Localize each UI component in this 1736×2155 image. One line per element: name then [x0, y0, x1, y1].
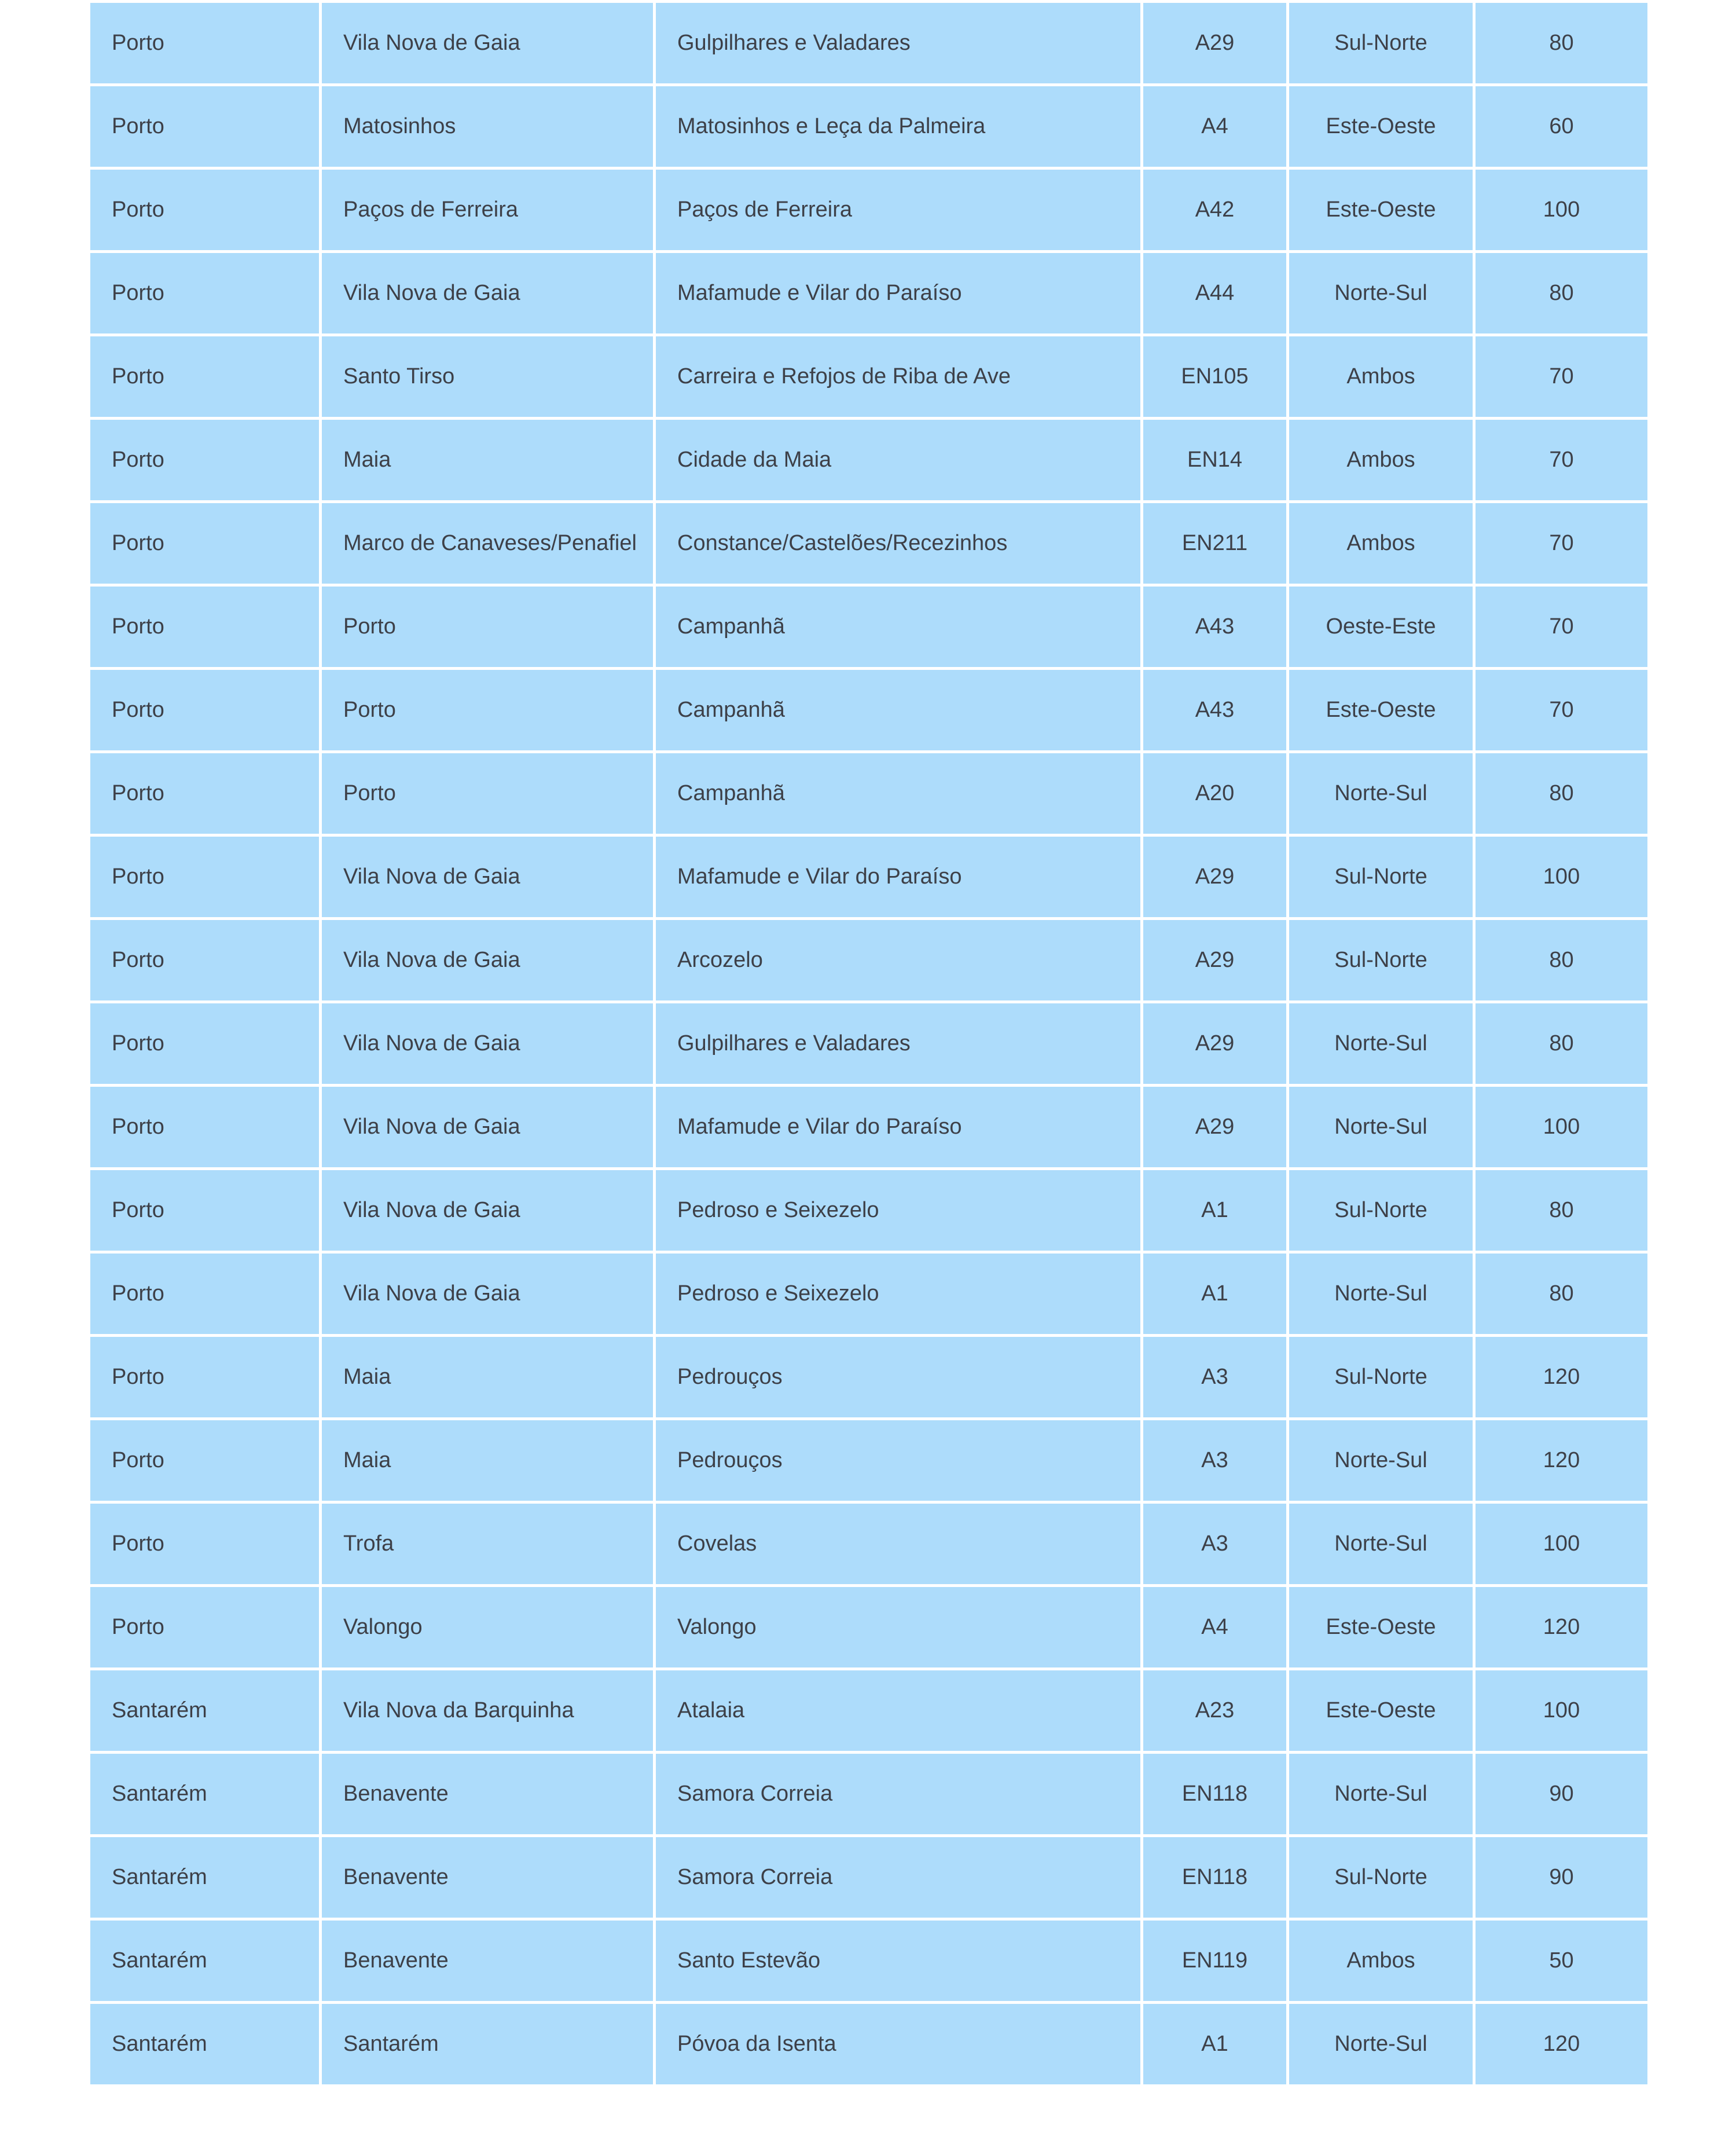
municipality-cell: Valongo: [321, 1586, 655, 1669]
speed-limit-cell: 80: [1474, 919, 1649, 1002]
table-row: [89, 252, 1649, 335]
table-row: [89, 1586, 1649, 1669]
direction-cell: Este-Oeste: [1288, 1586, 1474, 1669]
district-cell: Santarém: [89, 2003, 321, 2086]
district-cell: Porto: [89, 85, 321, 168]
district-cell: Porto: [89, 1336, 321, 1419]
municipality-cell: Vila Nova da Barquinha: [321, 1669, 655, 1753]
parish-cell: Campanhã: [655, 752, 1142, 835]
road-cell: A23: [1142, 1669, 1288, 1753]
road-cell: A29: [1142, 2, 1288, 85]
parish-cell: Santo Estevão: [655, 1919, 1142, 2003]
road-cell: A42: [1142, 168, 1288, 252]
road-cell: A44: [1142, 252, 1288, 335]
table-row: [89, 1169, 1649, 1252]
direction-cell: Sul-Norte: [1288, 1836, 1474, 1919]
municipality-cell: Vila Nova de Gaia: [321, 252, 655, 335]
road-cell: A29: [1142, 1002, 1288, 1086]
municipality-cell: Maia: [321, 1336, 655, 1419]
road-cell: EN14: [1142, 419, 1288, 502]
road-cell: A29: [1142, 1086, 1288, 1169]
speed-limit-cell: 100: [1474, 1669, 1649, 1753]
parish-cell: Samora Correia: [655, 1836, 1142, 1919]
municipality-cell: Matosinhos: [321, 85, 655, 168]
municipality-cell: Paços de Ferreira: [321, 168, 655, 252]
parish-cell: Valongo: [655, 1586, 1142, 1669]
table-row: [89, 1086, 1649, 1169]
road-cell: EN118: [1142, 1753, 1288, 1836]
speed-limit-cell: 70: [1474, 419, 1649, 502]
district-cell: Porto: [89, 1502, 321, 1586]
speed-limit-cell: 80: [1474, 1002, 1649, 1086]
municipality-cell: Santarém: [321, 2003, 655, 2086]
radar-locations-table: [87, 0, 1650, 2087]
table-row: [89, 1252, 1649, 1336]
district-cell: Porto: [89, 752, 321, 835]
road-cell: A3: [1142, 1502, 1288, 1586]
direction-cell: Norte-Sul: [1288, 1252, 1474, 1336]
district-cell: Santarém: [89, 1753, 321, 1836]
road-cell: EN211: [1142, 502, 1288, 585]
road-cell: A4: [1142, 85, 1288, 168]
municipality-cell: Vila Nova de Gaia: [321, 1252, 655, 1336]
direction-cell: Norte-Sul: [1288, 252, 1474, 335]
district-cell: Porto: [89, 419, 321, 502]
parish-cell: Constance/Castelões/Recezinhos: [655, 502, 1142, 585]
direction-cell: Norte-Sul: [1288, 1753, 1474, 1836]
parish-cell: Covelas: [655, 1502, 1142, 1586]
district-cell: Porto: [89, 1419, 321, 1502]
road-cell: A29: [1142, 919, 1288, 1002]
parish-cell: Cidade da Maia: [655, 419, 1142, 502]
table-row: [89, 168, 1649, 252]
district-cell: Porto: [89, 919, 321, 1002]
parish-cell: Arcozelo: [655, 919, 1142, 1002]
parish-cell: Mafamude e Vilar do Paraíso: [655, 835, 1142, 919]
municipality-cell: Vila Nova de Gaia: [321, 919, 655, 1002]
direction-cell: Norte-Sul: [1288, 1502, 1474, 1586]
speed-limit-cell: 120: [1474, 2003, 1649, 2086]
table-row: [89, 1336, 1649, 1419]
district-cell: Porto: [89, 835, 321, 919]
parish-cell: Gulpilhares e Valadares: [655, 1002, 1142, 1086]
direction-cell: Norte-Sul: [1288, 1002, 1474, 1086]
district-cell: Porto: [89, 585, 321, 669]
direction-cell: Este-Oeste: [1288, 168, 1474, 252]
direction-cell: Ambos: [1288, 502, 1474, 585]
road-cell: A3: [1142, 1419, 1288, 1502]
road-cell: A1: [1142, 1169, 1288, 1252]
road-cell: A29: [1142, 835, 1288, 919]
parish-cell: Campanhã: [655, 585, 1142, 669]
speed-limit-cell: 100: [1474, 168, 1649, 252]
parish-cell: Mafamude e Vilar do Paraíso: [655, 252, 1142, 335]
parish-cell: Samora Correia: [655, 1753, 1142, 1836]
table-row: [89, 1753, 1649, 1836]
table-row: [89, 835, 1649, 919]
table-row: [89, 1836, 1649, 1919]
speed-limit-cell: 90: [1474, 1836, 1649, 1919]
parish-cell: Póvoa da Isenta: [655, 2003, 1142, 2086]
municipality-cell: Benavente: [321, 1753, 655, 1836]
speed-limit-cell: 70: [1474, 502, 1649, 585]
direction-cell: Sul-Norte: [1288, 1169, 1474, 1252]
direction-cell: Ambos: [1288, 419, 1474, 502]
speed-limit-cell: 80: [1474, 252, 1649, 335]
table-row: [89, 1419, 1649, 1502]
direction-cell: Este-Oeste: [1288, 669, 1474, 752]
direction-cell: Norte-Sul: [1288, 2003, 1474, 2086]
table-row: [89, 2, 1649, 85]
road-cell: EN119: [1142, 1919, 1288, 2003]
municipality-cell: Vila Nova de Gaia: [321, 1086, 655, 1169]
direction-cell: Sul-Norte: [1288, 2, 1474, 85]
parish-cell: Gulpilhares e Valadares: [655, 2, 1142, 85]
speed-limit-cell: 100: [1474, 1502, 1649, 1586]
speed-limit-cell: 100: [1474, 1086, 1649, 1169]
district-cell: Porto: [89, 168, 321, 252]
municipality-cell: Vila Nova de Gaia: [321, 2, 655, 85]
parish-cell: Matosinhos e Leça da Palmeira: [655, 85, 1142, 168]
speed-limit-cell: 80: [1474, 752, 1649, 835]
parish-cell: Pedrouços: [655, 1336, 1142, 1419]
speed-limit-cell: 70: [1474, 335, 1649, 419]
direction-cell: Norte-Sul: [1288, 1086, 1474, 1169]
parish-cell: Mafamude e Vilar do Paraíso: [655, 1086, 1142, 1169]
parish-cell: Pedrouços: [655, 1419, 1142, 1502]
speed-limit-cell: 50: [1474, 1919, 1649, 2003]
speed-limit-cell: 70: [1474, 669, 1649, 752]
table-row: [89, 752, 1649, 835]
speed-limit-cell: 80: [1474, 1252, 1649, 1336]
direction-cell: Norte-Sul: [1288, 752, 1474, 835]
parish-cell: Carreira e Refojos de Riba de Ave: [655, 335, 1142, 419]
speed-limit-cell: 80: [1474, 1169, 1649, 1252]
district-cell: Porto: [89, 252, 321, 335]
district-cell: Santarém: [89, 1669, 321, 1753]
municipality-cell: Trofa: [321, 1502, 655, 1586]
district-cell: Porto: [89, 1169, 321, 1252]
municipality-cell: Vila Nova de Gaia: [321, 835, 655, 919]
parish-cell: Pedroso e Seixezelo: [655, 1252, 1142, 1336]
table-row: [89, 1502, 1649, 1586]
district-cell: Porto: [89, 669, 321, 752]
road-cell: A1: [1142, 2003, 1288, 2086]
speed-limit-cell: 90: [1474, 1753, 1649, 1836]
table-row: [89, 1919, 1649, 2003]
direction-cell: Este-Oeste: [1288, 1669, 1474, 1753]
road-cell: A20: [1142, 752, 1288, 835]
municipality-cell: Porto: [321, 585, 655, 669]
municipality-cell: Maia: [321, 1419, 655, 1502]
district-cell: Santarém: [89, 1836, 321, 1919]
table-row: [89, 335, 1649, 419]
speed-limit-cell: 100: [1474, 835, 1649, 919]
municipality-cell: Porto: [321, 752, 655, 835]
parish-cell: Paços de Ferreira: [655, 168, 1142, 252]
table-row: [89, 2003, 1649, 2086]
municipality-cell: Vila Nova de Gaia: [321, 1002, 655, 1086]
direction-cell: Sul-Norte: [1288, 1336, 1474, 1419]
district-cell: Santarém: [89, 1919, 321, 2003]
table-row: [89, 669, 1649, 752]
road-cell: A43: [1142, 669, 1288, 752]
road-cell: A3: [1142, 1336, 1288, 1419]
speed-limit-cell: 80: [1474, 2, 1649, 85]
speed-limit-cell: 60: [1474, 85, 1649, 168]
direction-cell: Ambos: [1288, 335, 1474, 419]
parish-cell: Pedroso e Seixezelo: [655, 1169, 1142, 1252]
speed-limit-cell: 70: [1474, 585, 1649, 669]
parish-cell: Atalaia: [655, 1669, 1142, 1753]
district-cell: Porto: [89, 1002, 321, 1086]
table-row: [89, 919, 1649, 1002]
road-cell: A1: [1142, 1252, 1288, 1336]
road-cell: EN105: [1142, 335, 1288, 419]
speed-limit-cell: 120: [1474, 1586, 1649, 1669]
direction-cell: Sul-Norte: [1288, 919, 1474, 1002]
direction-cell: Norte-Sul: [1288, 1419, 1474, 1502]
municipality-cell: Santo Tirso: [321, 335, 655, 419]
table-row: [89, 419, 1649, 502]
table-row: [89, 585, 1649, 669]
table-row: [89, 85, 1649, 168]
direction-cell: Oeste-Este: [1288, 585, 1474, 669]
direction-cell: Ambos: [1288, 1919, 1474, 2003]
municipality-cell: Benavente: [321, 1836, 655, 1919]
district-cell: Porto: [89, 1586, 321, 1669]
district-cell: Porto: [89, 2, 321, 85]
table-row: [89, 502, 1649, 585]
district-cell: Porto: [89, 335, 321, 419]
municipality-cell: Vila Nova de Gaia: [321, 1169, 655, 1252]
municipality-cell: Marco de Canaveses/Penafiel: [321, 502, 655, 585]
table-row: [89, 1002, 1649, 1086]
table-row: [89, 1669, 1649, 1753]
table-body: [89, 2, 1649, 2086]
speed-limit-cell: 120: [1474, 1336, 1649, 1419]
municipality-cell: Porto: [321, 669, 655, 752]
road-cell: EN118: [1142, 1836, 1288, 1919]
road-cell: A4: [1142, 1586, 1288, 1669]
parish-cell: Campanhã: [655, 669, 1142, 752]
municipality-cell: Maia: [321, 419, 655, 502]
district-cell: Porto: [89, 502, 321, 585]
district-cell: Porto: [89, 1086, 321, 1169]
speed-limit-cell: 120: [1474, 1419, 1649, 1502]
direction-cell: Sul-Norte: [1288, 835, 1474, 919]
road-cell: A43: [1142, 585, 1288, 669]
municipality-cell: Benavente: [321, 1919, 655, 2003]
district-cell: Porto: [89, 1252, 321, 1336]
direction-cell: Este-Oeste: [1288, 85, 1474, 168]
